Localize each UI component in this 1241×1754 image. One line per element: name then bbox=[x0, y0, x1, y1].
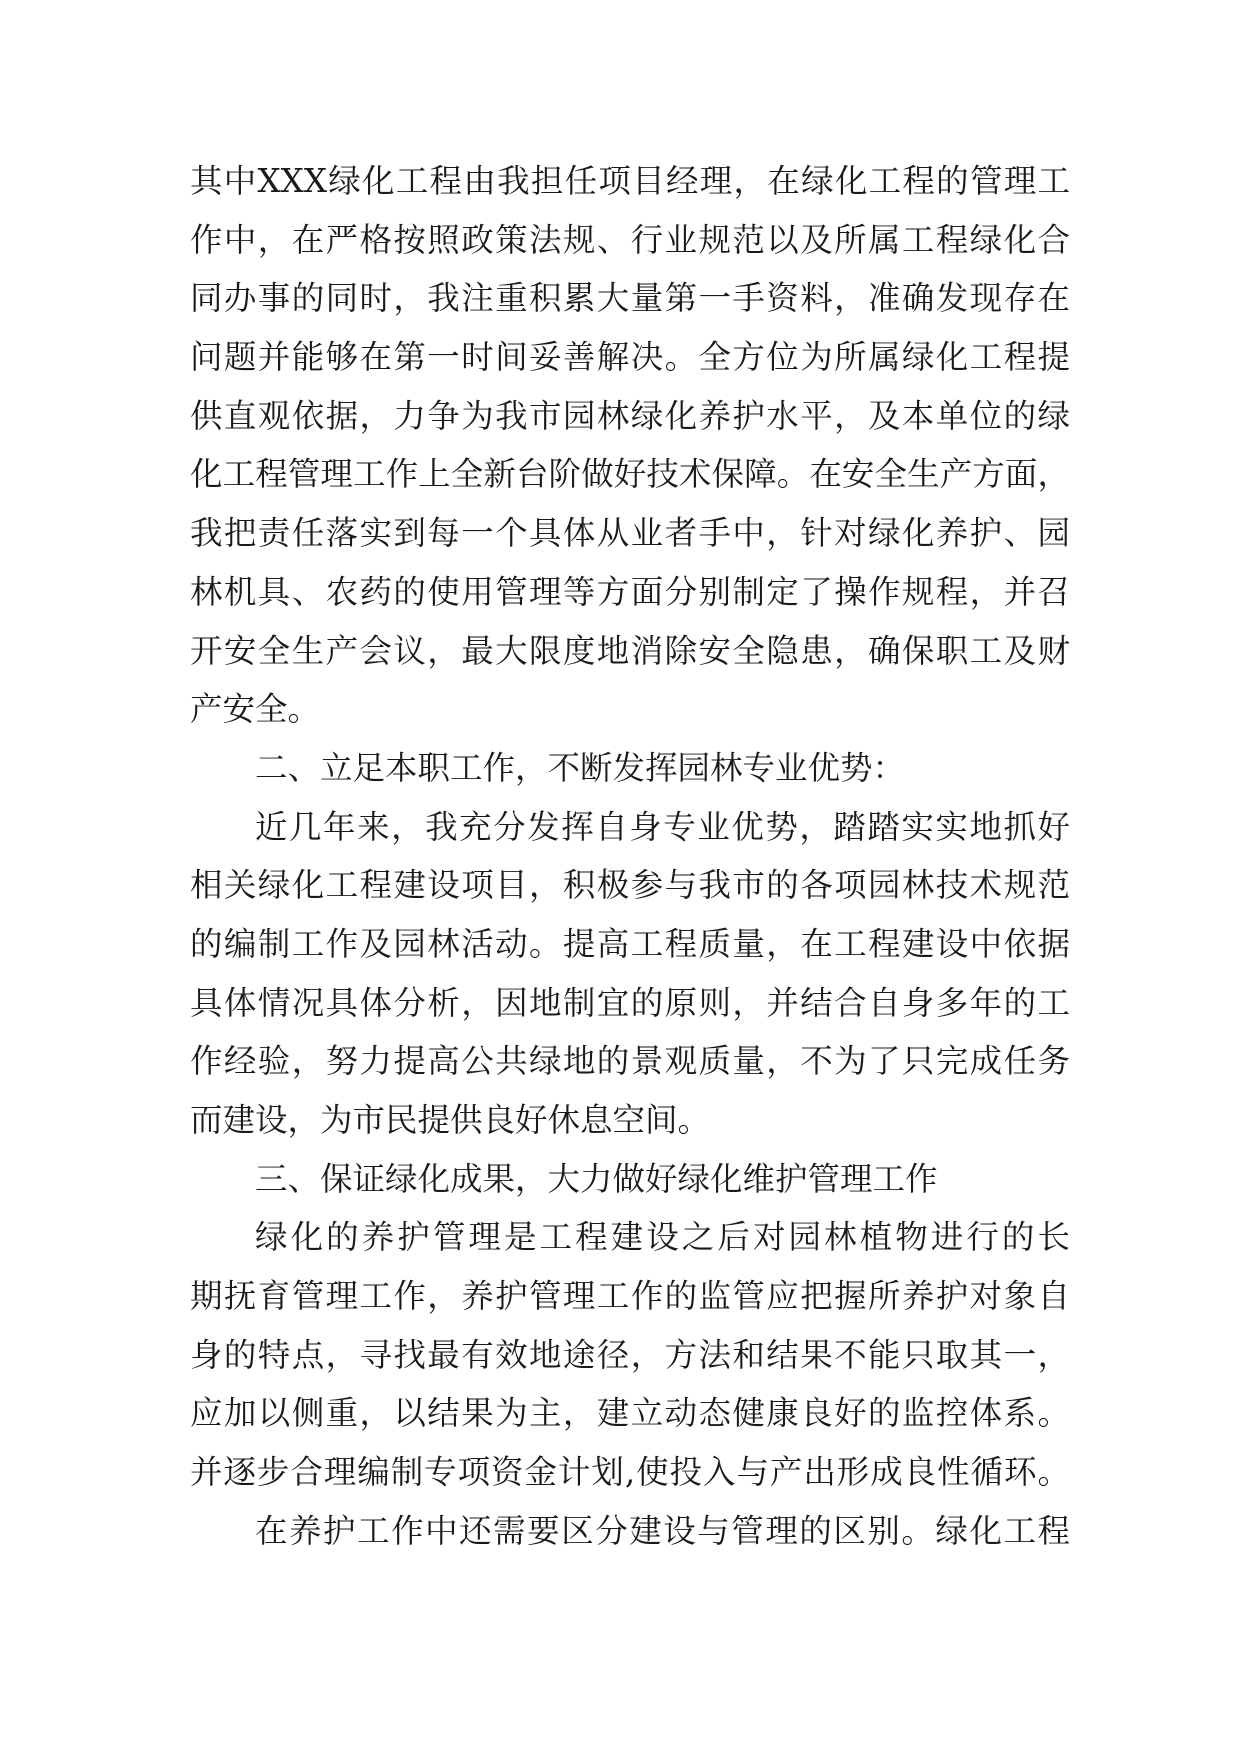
paragraph-end-line: 而建设，为市民提供良好休息空间。 bbox=[190, 1101, 711, 1139]
body-line: 相关绿化工程建设项目，积极参与我市的各项园林技术规范 bbox=[190, 866, 1070, 905]
paragraph-first-line: 在养护工作中还需要区分建设与管理的区别。绿化工程 bbox=[255, 1511, 1070, 1550]
paragraph-first-line: 绿化的养护管理是工程建设之后对园林植物进行的长 bbox=[255, 1218, 1070, 1257]
body-line: 作中，在严格按照政策法规、行业规范以及所属工程绿化合 bbox=[190, 220, 1070, 259]
body-line: 林机具、农药的使用管理等方面分别制定了操作规程，并召 bbox=[190, 572, 1070, 611]
body-line: 供直观依据，力争为我市园林绿化养护水平，及本单位的绿 bbox=[190, 396, 1070, 435]
body-line: 作经验，努力提高公共绿地的景观质量，不为了只完成任务 bbox=[190, 1042, 1070, 1081]
body-line: 同办事的同时，我注重积累大量第一手资料，准确发现存在 bbox=[190, 279, 1070, 318]
body-line: 其中XXX绿化工程由我担任项目经理，在绿化工程的管理工 bbox=[190, 162, 1070, 200]
document-body bbox=[190, 152, 1070, 1561]
body-line: 化工程管理工作上全新台阶做好技术保障。在安全生产方面， bbox=[190, 455, 1070, 494]
body-line: 我把责任落实到每一个具体从业者手中，针对绿化养护、园 bbox=[190, 514, 1070, 553]
body-line: 应加以侧重，以结果为主，建立动态健康良好的监控体系。 bbox=[190, 1394, 1070, 1433]
section-heading-3: 三、保证绿化成果，大力做好绿化维护管理工作 bbox=[255, 1159, 938, 1198]
body-line: 问题并能够在第一时间妥善解决。全方位为所属绿化工程提 bbox=[190, 338, 1070, 377]
body-line: 具体情况具体分析，因地制宜的原则，并结合自身多年的工 bbox=[190, 983, 1070, 1022]
section-heading-2: 二、立足本职工作，不断发挥园林专业优势： bbox=[255, 748, 906, 787]
paragraph-first-line: 近几年来，我充分发挥自身专业优势，踏踏实实地抓好 bbox=[255, 807, 1070, 846]
body-line: 身的特点，寻找最有效地途径，方法和结果不能只取其一， bbox=[190, 1335, 1070, 1374]
paragraph-end-line: 并逐步合理编制专项资金计划,使投入与产出形成良性循环。 bbox=[190, 1453, 1070, 1492]
body-line: 期抚育管理工作，养护管理工作的监管应把握所养护对象自 bbox=[190, 1277, 1070, 1316]
body-line: 开安全生产会议，最大限度地消除安全隐患，确保职工及财 bbox=[190, 631, 1070, 670]
paragraph-end-line: 产安全。 bbox=[190, 690, 321, 729]
body-line: 的编制工作及园林活动。提高工程质量，在工程建设中依据 bbox=[190, 924, 1070, 963]
